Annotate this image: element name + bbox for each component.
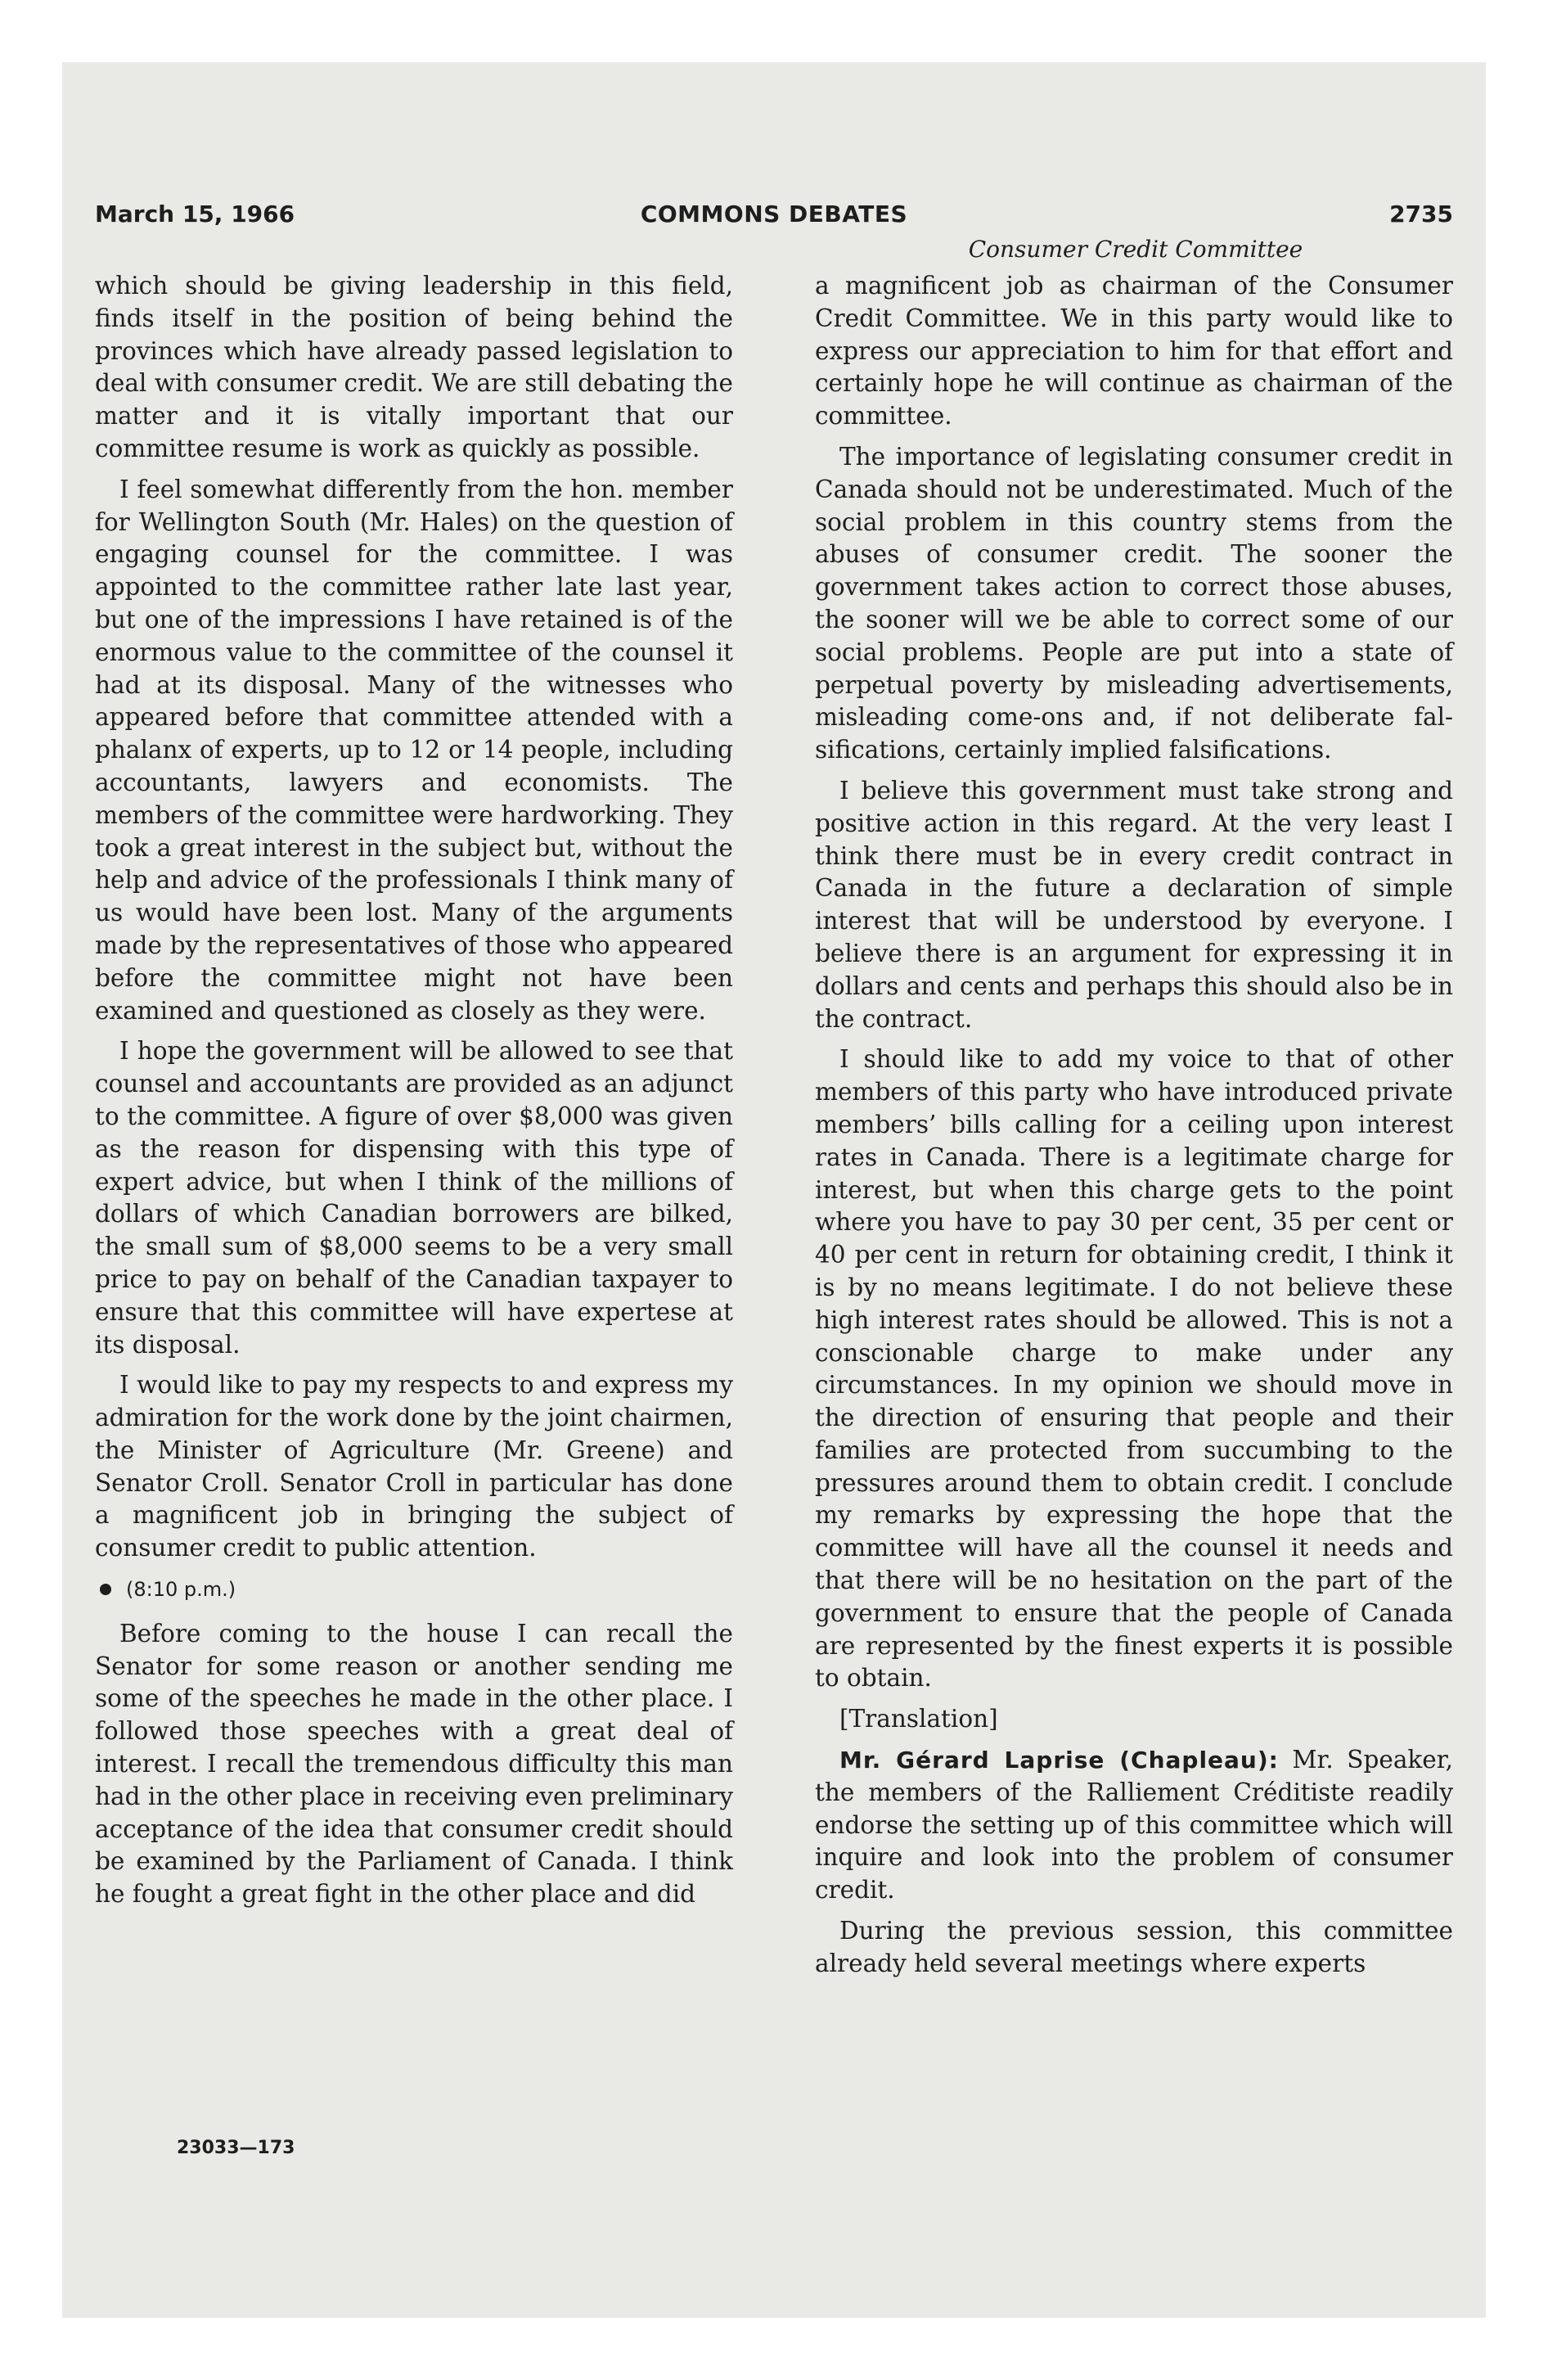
time-marker-text: (8:10 p.m.) [126,1578,236,1602]
time-marker [95,1573,733,1607]
paragraph: Before coming to the house I can recall the Senator for some reason or another sending me some of the speeches he made in the other place. I followed those speeches with a great deal of interest. I recall the tremendous difficulty this man had in the other place in receiving even preliminary acceptance of the idea that consumer credit should be examined by the Parliament of Canada. I think he fought a great fight in the other place and did [95,1619,733,1909]
paragraph: I feel somewhat differently from the hon. member for Wellington South (Mr. Hales) on the question of engaging counsel for the committee. I was appointed to the committee rather late last year, but one of the impressions I have retained is of the enormous value to the committee of the counsel it had at its disposal. Many of the witnesses who appeared before that committee attended with a phalanx of experts, up to 12 or 14 people, including accountants, lawyers and economists. The members of the committee were hardworking. They took a great interest in the subject but, without the help and advice of the professionals I think many of us would have been lost. Many of the arguments made by the representatives of those who appeared before the committee might not have been examined and questioned as closely as they were. [95,475,733,1025]
right-column [815,270,1453,1989]
speech-text: Mr. Speaker, the members of the Ralliement Créditiste readily endorse the setting up of this committee which will inquire and look into the problem of consumer credit. [815,1746,1453,1904]
speaker-name: Mr. Gérard Laprise (Chapleau): [839,1747,1279,1774]
bullet-icon [100,1584,111,1595]
footer-code: 23033—173 [177,2138,295,2158]
page-number: 2735 [1389,201,1453,228]
running-head: Consumer Credit Committee [968,236,1303,263]
paragraph: I would like to pay my respects to and express my admiration for the work done by the joint chairmen, the Minister of Agriculture (Mr. Greene) and Senator Croll. Senator Croll in particular has done a magnificent job in bringing the subject of consumer credit to public attention. [95,1371,733,1562]
page-header [62,201,1486,233]
paragraph: a magnificent job as chairman of the Consumer Credit Committee. We in this party would like to express our appreciation to him for that effort and certainly hope he will continue as chairman of the committee. [815,272,1453,430]
speaker-paragraph [815,1744,1453,1907]
paragraph: The importance of legislating consumer credit in Canada should not be underestimated. Much of the social problem in this country stems from the abuses of consumer credit. The sooner the government takes action to correct those abuses, the sooner will we be able to correct some of our social problems. People are put into a state of perpetual poverty by misleading advertisements, misleading come-ons and, if not deliberate falsifications, certainly implied falsifications. [815,442,1453,764]
paragraph: I believe this government must take strong and positive action in this regard. At the very least I think there must be in every credit contract in Canada in the future a declaration of simple interest that will be understood by everyone. I believe there is an argument for expressing it in dollars and cents and perhaps this should also be in the contract. [815,776,1453,1033]
translation-label: [Translation] [839,1705,998,1733]
paragraph: During the previous session, this committee already held several meetings where experts [815,1917,1453,1977]
left-column [95,270,733,1919]
page [62,62,1486,2318]
header-date: March 15, 1966 [95,201,295,228]
paragraph: which should be giving leadership in this field, finds itself in the position of being behind the provinces which have already passed legislation to deal with consumer credit. We are still debating the matter and it is vitally important that our committee resume is work as quickly as possible. [95,272,733,462]
paragraph: I should like to add my voice to that of other members of this party who have introduced private members’ bills calling for a ceiling upon interest rates in Canada. There is a legitimate charge for interest, but when this charge gets to the point where you have to pay 30 per cent, 35 per cent or 40 per cent in return for obtaining credit, I think it is by no means legitimate. I do not believe these high interest rates should be allowed. This is not a conscionable charge to make under any circumstances. In my opinion we should move in the direction of ensuring that people and their families are protected from succumbing to the pressures around them to obtain credit. I conclude my remarks by expressing the hope that the committee will have all the counsel it needs and that there will be no hesitation on the part of the government to ensure that the people of Canada are represented by the finest experts it is possible to obtain. [815,1045,1453,1693]
header-title: COMMONS DEBATES [640,201,908,228]
paragraph: I hope the government will be allowed to see that counsel and accountants are provided as an adjunct to the committee. A figure of over $8,000 was given as the reason for dispensing with this type of expert advice, but when I think of the millions of dollars of which Canadian borrowers are bilked, the small sum of $8,000 seems to be a very small price to pay on behalf of the Canadian taxpayer to ensure that this committee will have expertese at its disposal. [95,1037,733,1359]
